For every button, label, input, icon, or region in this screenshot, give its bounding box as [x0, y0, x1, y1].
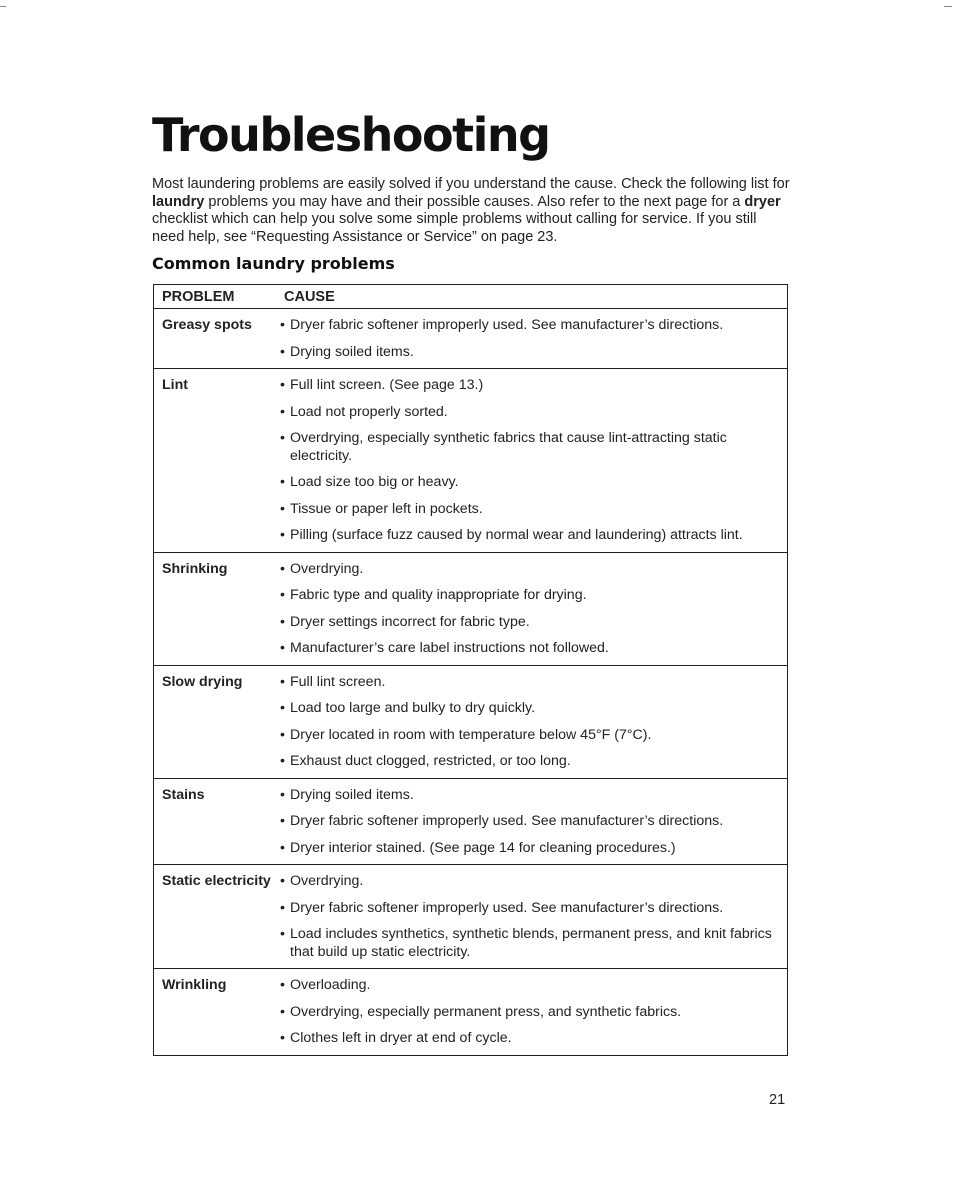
- problem-cell: Static electricity: [154, 865, 277, 969]
- cause-list: [280, 787, 775, 858]
- table-row: [154, 369, 788, 553]
- scan-mark-top-right: [944, 6, 952, 7]
- table-row: [154, 552, 788, 665]
- cause-item: • Dryer settings incorrect for fabric type.: [280, 614, 775, 632]
- cause-list: [280, 377, 775, 545]
- section-heading: Common laundry problems: [152, 254, 395, 273]
- intro-text-1: Most laundering problems are easily solved if you understand the cause. Check the following list for: [152, 176, 790, 192]
- cause-item: • Overdrying, especially synthetic fabrics that cause lint-attracting static electricity.: [280, 430, 775, 465]
- table-row: [154, 865, 788, 969]
- problem-cell: Shrinking: [154, 552, 277, 665]
- cause-list: [280, 674, 775, 771]
- table-header-row: [154, 285, 788, 309]
- cause-item: • Load size too big or heavy.: [280, 474, 775, 492]
- cause-item: • Full lint screen.: [280, 674, 775, 692]
- cause-cell: [276, 309, 788, 369]
- table-row: [154, 778, 788, 865]
- cause-cell: [276, 969, 788, 1056]
- problem-cell: Greasy spots: [154, 309, 277, 369]
- cause-item: • Full lint screen. (See page 13.): [280, 377, 775, 395]
- cause-list: [280, 317, 775, 361]
- cause-cell: [276, 369, 788, 553]
- table-row: [154, 309, 788, 369]
- cause-item: • Overdrying.: [280, 873, 775, 891]
- header-problem: PROBLEM: [154, 285, 277, 309]
- cause-cell: [276, 778, 788, 865]
- header-cause: CAUSE: [276, 285, 788, 309]
- page-number: 21: [769, 1092, 786, 1108]
- cause-item: • Fabric type and quality inappropriate for drying.: [280, 587, 775, 605]
- intro-paragraph: [152, 176, 792, 246]
- problem-cell: Slow drying: [154, 665, 277, 778]
- laundry-problems-table: [153, 284, 788, 1056]
- cause-item: • Overdrying.: [280, 561, 775, 579]
- cause-item: • Drying soiled items.: [280, 787, 775, 805]
- cause-item: • Dryer located in room with temperature below 45°F (7°C).: [280, 727, 775, 745]
- cause-item: • Tissue or paper left in pockets.: [280, 501, 775, 519]
- cause-item: • Pilling (surface fuzz caused by normal wear and laundering) attracts lint.: [280, 527, 775, 545]
- table-row: [154, 969, 788, 1056]
- cause-item: • Manufacturer’s care label instructions not followed.: [280, 640, 775, 658]
- problem-cell: Wrinkling: [154, 969, 277, 1056]
- table-body: [154, 309, 788, 1056]
- cause-cell: [276, 665, 788, 778]
- intro-bold-dryer: dryer: [744, 193, 781, 210]
- cause-list: [280, 873, 775, 961]
- cause-item: • Clothes left in dryer at end of cycle.: [280, 1030, 775, 1048]
- cause-list: [280, 977, 775, 1048]
- scan-mark-top-left: [0, 6, 6, 7]
- cause-cell: [276, 865, 788, 969]
- cause-item: • Load too large and bulky to dry quickly.: [280, 700, 775, 718]
- cause-item: • Dryer interior stained. (See page 14 for cleaning procedures.): [280, 840, 775, 858]
- cause-item: • Dryer fabric softener improperly used. See manufacturer’s directions.: [280, 900, 775, 918]
- cause-item: • Overloading.: [280, 977, 775, 995]
- cause-item: • Exhaust duct clogged, restricted, or too long.: [280, 753, 775, 771]
- cause-item: • Overdrying, especially permanent press, and synthetic fabrics.: [280, 1004, 775, 1022]
- cause-item: • Dryer fabric softener improperly used. See manufacturer’s directions.: [280, 813, 775, 831]
- cause-item: • Load not properly sorted.: [280, 404, 775, 422]
- cause-cell: [276, 552, 788, 665]
- page-title: Troubleshooting: [152, 108, 550, 162]
- problem-cell: Stains: [154, 778, 277, 865]
- cause-item: • Drying soiled items.: [280, 344, 775, 362]
- cause-list: [280, 561, 775, 658]
- intro-text-2: problems you may have and their possible causes. Also refer to the next page for a: [204, 193, 745, 210]
- intro-bold-laundry: laundry: [152, 193, 205, 210]
- intro-text-3: checklist which can help you solve some simple problems without calling for service. If you still need help, see “Requesting Assistance or Service” on page 23.: [152, 211, 757, 245]
- table-row: [154, 665, 788, 778]
- problem-cell: Lint: [154, 369, 277, 553]
- cause-item: • Dryer fabric softener improperly used. See manufacturer’s directions.: [280, 317, 775, 335]
- cause-item: • Load includes synthetics, synthetic blends, permanent press, and knit fabrics that build up static electricity.: [280, 926, 775, 961]
